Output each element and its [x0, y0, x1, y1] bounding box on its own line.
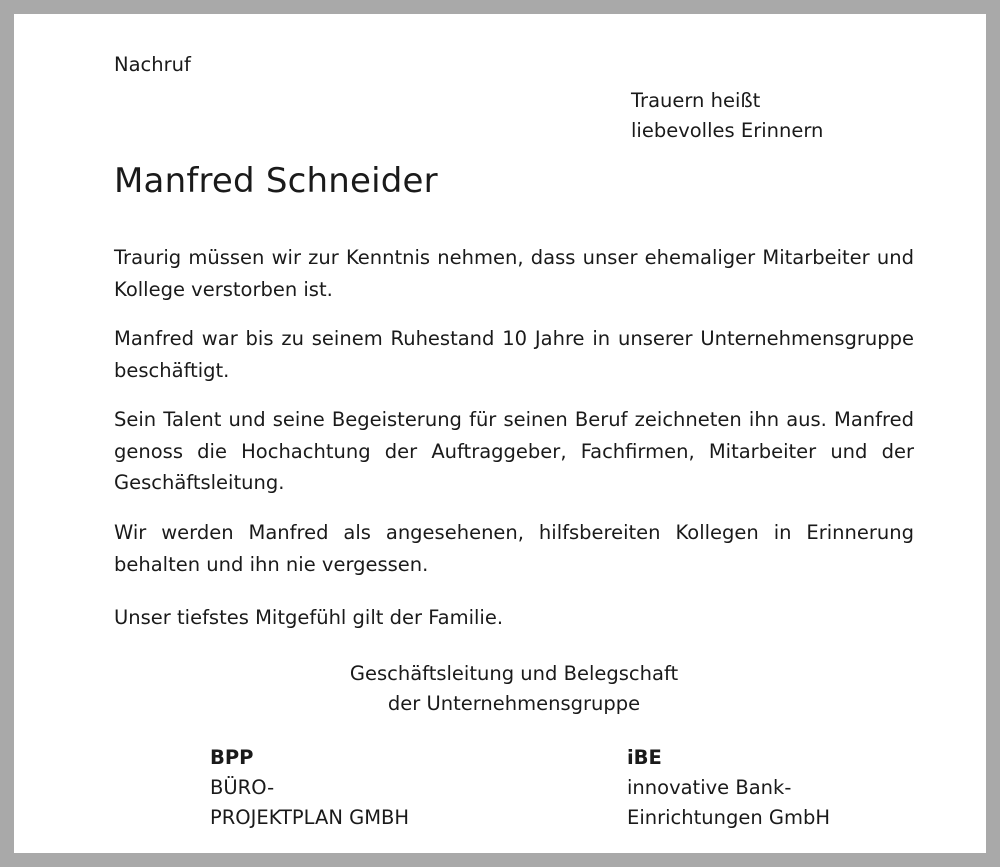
- motto-line-1: Trauern heißt: [631, 89, 761, 112]
- deceased-name: Manfred Schneider: [114, 161, 438, 201]
- paragraph-2: Manfred war bis zu seinem Ruhestand 10 Jahre in unserer Unternehmensgruppe beschäftigt.: [114, 327, 914, 382]
- paragraph-1: Traurig müssen wir zur Kenntnis nehmen, dass unser ehemaliger Mitarbeiter und Kollege verstorben ist.: [114, 246, 914, 301]
- signoff-line-1: Geschäftsleitung und Belegschaft: [349, 662, 679, 685]
- company-name-line-2: Einrichtungen GmbH: [627, 806, 831, 829]
- paragraph-5: Unser tiefstes Mitgefühl gilt der Familie.: [114, 606, 504, 629]
- motto: [631, 86, 823, 146]
- company-name-line-1: innovative Bank-: [627, 776, 792, 799]
- company-ibe: [627, 743, 830, 833]
- company-short-name: iBE: [627, 746, 662, 769]
- motto-line-2: liebevolles Erinnern: [631, 119, 824, 142]
- paragraph-4: Wir werden Manfred als angesehenen, hilfsbereiten Kollegen in Erinnerung behalten und ihn nie vergessen.: [114, 521, 914, 576]
- paragraph-3: Sein Talent und seine Begeisterung für seinen Beruf zeichneten ihn aus. Manfred genoss die Hochachtung der Auftraggeber, Fachfirmen, Mitarbeiter und der Geschäftsleitung.: [114, 408, 914, 494]
- company-name-line-1: BÜRO-: [210, 776, 275, 799]
- company-short-name: BPP: [210, 746, 254, 769]
- notice-label: Nachruf: [114, 53, 191, 76]
- signoff-line-2: der Unternehmensgruppe: [387, 692, 641, 715]
- company-name-line-2: PROJEKTPLAN GMBH: [210, 806, 410, 829]
- signoff: [214, 659, 814, 719]
- company-bpp: [210, 743, 409, 833]
